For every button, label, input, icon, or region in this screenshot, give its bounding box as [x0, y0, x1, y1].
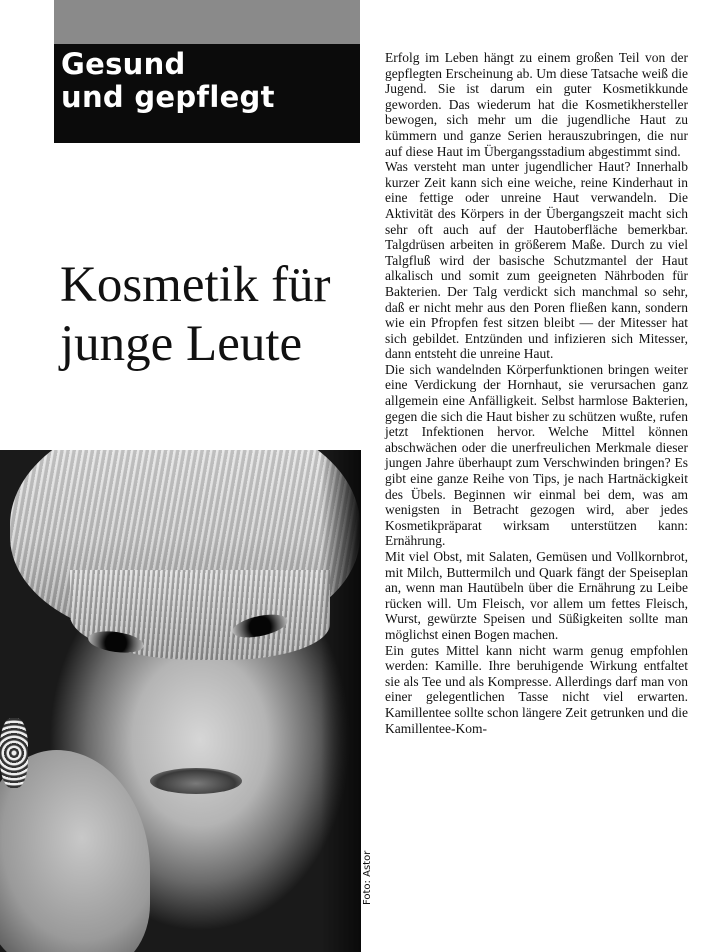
headline-line-2: junge Leute: [60, 316, 303, 372]
body-paragraph-4: Mit viel Obst, mit Salaten, Gemüsen und Vollkornbrot, mit Milch, Buttermilch und Quark fängt der Speiseplan an, wenn man Hautübeln über die Ernährung zu Leibe rücken will. Um Fleisch, vor allem um fettes Fleisch, Wurst, gewürzte Speisen und Süßigkeiten sollte man möglichst einen Bogen machen.: [385, 549, 688, 642]
headline-line-1: Kosmetik für: [60, 257, 331, 313]
section-title-line-2: und gepflegt: [61, 80, 275, 114]
section-title-line-1: Gesund: [61, 47, 186, 81]
body-paragraph-5: Ein gutes Mittel kann nicht warm genug empfohlen werden: Kamille. Ihre beruhigende Wirkung entfaltet sie als Tee und als Kompresse. Allerdings darf man von einer gelegentlichen Tasse nicht viel erwarten. Kamillentee sollte schon längere Zeit getrunken und die Kamillentee-Kom-: [385, 642, 688, 736]
photo-ring: [0, 718, 28, 788]
body-paragraph-1: Erfolg im Leben hängt zu einem großen Teil von der gepflegten Erscheinung ab. Um diese Tatsache weiß die Jugend. Sie ist darum ein guter Kosmetikkunde geworden. Das wiederum hat die Kosmetikhersteller bewogen, sich mehr um die jugendliche Haut zu kümmern und ganze Serien herauszubringen, die nur auf diese Haut im Übergangsstadium abgestimmt sind.: [385, 50, 688, 159]
photo-lips: [150, 768, 242, 794]
header-strip: [54, 0, 360, 44]
body-paragraph-3: Die sich wandelnden Körperfunktionen bringen weiter eine Verdickung der Hornhaut, sie verursachen ganz allgemein eine Anfälligkeit. Selbst harmlose Bakterien, gegen die sich die Haut bisher zu schützen wußte, rufen jetzt Infektionen hervor. Welche Mittel können abschwächen oder die unerfreulichen Merkmale dieser jungen Jahre überhaupt zum Verschwinden bringen? Es gibt eine ganze Reihe von Tips, je nach Hartnäckigkeit des Übels. Beginnen wir einmal bei dem, was am wenigsten in Betracht gezogen wird, aber jedes Kosmetikpräparat wirksam unterstützen kann: Ernährung.: [385, 361, 688, 549]
body-paragraph-2: Was versteht man unter jugendlicher Haut? Innerhalb kurzer Zeit kann sich eine weiche, reine Kinderhaut in eine fettige oder unreine Haut verwandeln. Die Aktivität des Körpers in der Übergangszeit macht sich sehr oft auch auf der Hautoberfläche bemerkbar. Talgdrüsen arbeiten in größerem Maße. Durch zu viel Talgfluß wird der basische Schutzmantel der Haut alkalisch und somit zum geeigneten Nährboden für Bakterien. Der Talg verdickt sich manchmal so sehr, daß er nicht mehr aus den Poren fließen kann, sondern wie ein Pfropfen fest sitzen bleibt — der Mitesser hat sich gebildet. Entzünden und infizieren sich Mitesser, dann entsteht die unreine Haut.: [385, 159, 688, 362]
portrait-photo: [0, 450, 361, 952]
article-headline: [60, 256, 370, 374]
photo-shadow: [321, 450, 361, 952]
section-header: [54, 44, 360, 143]
article-body: [385, 50, 688, 736]
photo-credit: Foto: Astor: [362, 850, 373, 905]
